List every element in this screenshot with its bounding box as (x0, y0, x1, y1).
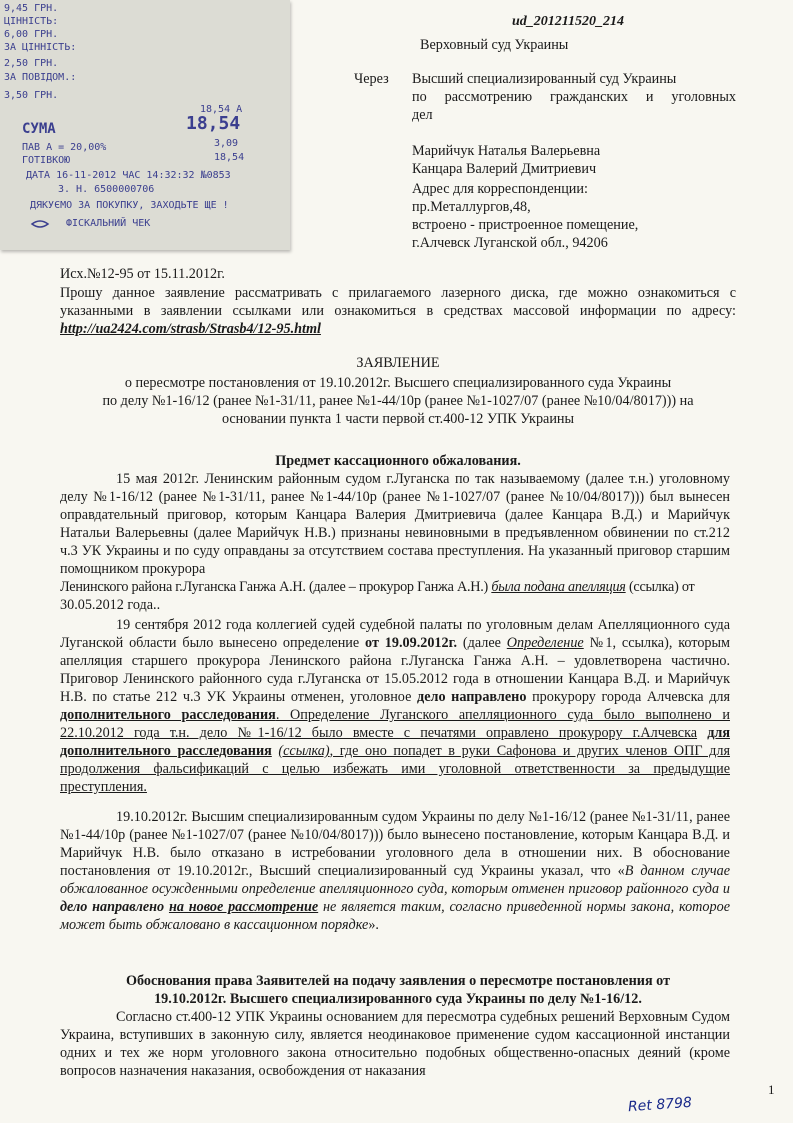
p2-text: прокурору города Алчевска для (532, 689, 731, 705)
fiscal-logo-icon (30, 218, 50, 230)
section-title: Предмет кассационного обжалования. (275, 453, 521, 469)
receipt-date: ДАТА 16-11-2012 ЧАС 14:32:32 №0853 (26, 170, 231, 181)
p4-text: Согласно ст.400-12 УПК Украины основанием для пересмотра судебных решений Верховным Судом Украина, вступивших в законную силу, является неодинаковое применение судом кассационной инстанции одних и тех же норм уголовного закона относительно подобных общественно-опасных деяний (кроме вопросов назначения наказания, освобождения от наказания (60, 1009, 730, 1079)
page-number: 1 (768, 1082, 775, 1097)
receipt-line: 3,50 ГРН. (4, 90, 59, 101)
address-line: пр.Металлургов,48, (412, 199, 531, 215)
via-label: Через (354, 71, 389, 87)
p2-bold-underline: для дополнительного расследования (60, 725, 730, 759)
p2-text: (далее (462, 635, 501, 651)
receipt-line: 6,00 ГРН. (4, 29, 59, 40)
document-title: ЗАЯВЛЕНИЕ (356, 355, 440, 371)
paragraph-1 (60, 470, 730, 578)
p2-bold-underline: дополнительного расследования (60, 707, 276, 723)
p2-underline: , где оно попадет в руки Сафонова и других членов ОПГ для продолжения фальсификаций с целью избежать ими уголовной ответственности за предыдущие преступления. (60, 743, 730, 795)
p3-text: 19.10.2012г. Высшим специализированным судом Украины по делу №1-16/12 (ранее №1-31/11, ранее №1-44/10р (ранее №1-1027/07 (ранее №10/04/8017))) было вынесено постановление, которым Канцара В.Д. и Марийчук Н.В. было отказано в истребовании уголовного дела в отношении них. В обоснование постановления от 19.10.2012г., Высший специализированный суд Украины указал, что « (60, 809, 730, 879)
receipt-right-top: 18,54 А (200, 104, 243, 115)
p3-text: ». (368, 917, 379, 933)
p1-text: 15 мая 2012г. Ленинским районным судом г.Луганска по так называемому (далее т.н.) уголовному делу №1-16/12 (ранее №1-31/11, ранее №1-44/10р (ранее №1-1027/07 (ранее №10/04/8017))) был вынесен оправдательный приговор, которым Канцара Валерия Дмитриевича (далее Канцара В.Д.) и Марийчук Натальи Валерьевны (далее Марийчук Н.В.) признаны невиновными в предъявленном обвинении по ст.212 ч.3 УК Украины и по суду оправданы за отсутствием состава преступления. На указанный приговор старшим помощником прокурора (60, 471, 730, 577)
p1b-text: Ленинского района г.Луганска Ганжа А.Н. (далее – прокурор Ганжа А.Н.) (60, 579, 489, 595)
receipt-total-value: 18,54 (186, 113, 241, 134)
receipt-cash-label: ГОТІВКОЮ (22, 155, 71, 166)
subtitle-line: о пересмотре постановления от 19.10.2012г. Высшего специализированного суда Украины (124, 375, 672, 391)
receipt-cash-value: 18,54 (214, 152, 245, 163)
intro-text: Прошу данное заявление рассматривать с прилагаемого лазерного диска, где можно ознакомиться с указанными в заявлении ссылками или ознакомиться в средствах массовой информации по адресу: (60, 285, 736, 319)
p2-text: №1, ссылка), которым апелляция старшего прокурора Ленинского района г.Луганска Ганжа А.Н. – удовлетворена частично. Приговор Ленинского районного суда г.Луганска от 15.05.2012 года в отношении Канцара В.Д. и Марийчук Н.В. по статье 212 ч.3 УК Украины отменен, уголовное (60, 635, 731, 705)
paragraph-2 (60, 616, 730, 796)
paragraph-3 (60, 808, 730, 934)
p3-quote: В данном случае обжалованное осужденными определение апелляционного суда, которым отменен приговор районного суда и (60, 863, 730, 897)
p3-bold-quote: дело направлено (60, 899, 165, 915)
paragraph-1-end: 30.05.2012 года.. (60, 597, 161, 613)
p3-bold-underline: на новое рассмотрение (168, 899, 319, 915)
via-court: по рассмотрению гражданских и уголовных (412, 89, 736, 105)
outgoing-ref: Исх.№12-95 от 15.11.2012г. (60, 266, 225, 282)
fiscal-receipt (0, 0, 290, 250)
p2-date: от 19.09.2012г. (365, 635, 458, 651)
via-court: Высший специализированный суд Украины (412, 71, 677, 87)
receipt-total-label: СУМА (22, 121, 56, 137)
p2-underline: . Определение Луганского апелляционного суда было выполнено и 22.10.2012 года т.н. дело №1-16/12 было вместе с печатями оправлено прокурору г.Алчевска (60, 707, 730, 741)
intro-paragraph (60, 284, 736, 338)
subtitle-line: по делу №1-16/12 (ранее №1-31/11, ранее №1-44/10р (ранее №1-1027/07 (ранее №10/04/8017))) на (102, 393, 694, 409)
p2-text: 19 сентября 2012 года коллегией судей судебной палаты по уголовным делам Апелляционного суда Луганской области было вынесено определение (60, 617, 730, 651)
receipt-thanks: ДЯКУЄМО ЗА ПОКУПКУ, ЗАХОДЬТЕ ЩЕ ! (30, 200, 229, 211)
address-line: встроено - пристроенное помещение, (412, 217, 639, 233)
via-court: дел (412, 107, 433, 123)
receipt-line: 2,50 ГРН. (4, 58, 59, 69)
receipt-vat-label: ПАВ А = 20,00% (22, 142, 107, 153)
paragraph-1-cont (60, 578, 695, 596)
applicant-name: Марийчук Наталья Валерьевна (412, 143, 601, 159)
investigation-link[interactable]: (ссылка) (278, 743, 330, 759)
receipt-fiscal: ФІСКАЛЬНИЙ ЧЕК (66, 218, 151, 229)
applicant-name: Канцара Валерий Дмитриевич (412, 161, 597, 177)
address-line: г.Алчевск Луганской обл., 94206 (412, 235, 608, 251)
paragraph-4 (60, 1008, 730, 1080)
receipt-serial: З. Н. 6500000706 (58, 184, 155, 195)
address-line: Адрес для корреспонденции: (412, 181, 588, 197)
intro-link[interactable]: http://ua2424.com/strasb/Strasb4/12-95.html (60, 321, 321, 337)
addressee: Верховный суд Украины (420, 37, 569, 53)
receipt-line: ЦІННІСТЬ: (4, 16, 59, 27)
receipt-line: 9,45 ГРН. (4, 3, 59, 14)
appeal-link[interactable]: была подана апелляция (491, 579, 626, 595)
p3-quote: не является таким, согласно приведенной нормы закона, которое может быть обжаловано в кассационном порядке (60, 899, 731, 933)
receipt-vat-value: 3,09 (214, 138, 239, 149)
section-title: 19.10.2012г. Высшего специализированного суда Украины по делу №1-16/12. (154, 991, 642, 1007)
handwritten-note: Ret 8798 (627, 1094, 693, 1116)
p2-bold: дело направлено (417, 689, 527, 705)
receipt-line: ЗА ЦІННІСТЬ: (4, 42, 77, 53)
p1b-text: (ссылка) от (628, 579, 695, 595)
receipt-line: ЗА ПОВІДОМ.: (4, 72, 77, 83)
determination-link[interactable]: Определение (506, 635, 584, 651)
subtitle-line: основании пункта 1 части первой ст.400-12 УПК Украины (221, 411, 575, 427)
section-title: Обоснования права Заявителей на подачу заявления о пересмотре постановления от (125, 973, 671, 989)
document-id: ud_201211520_214 (512, 14, 625, 29)
